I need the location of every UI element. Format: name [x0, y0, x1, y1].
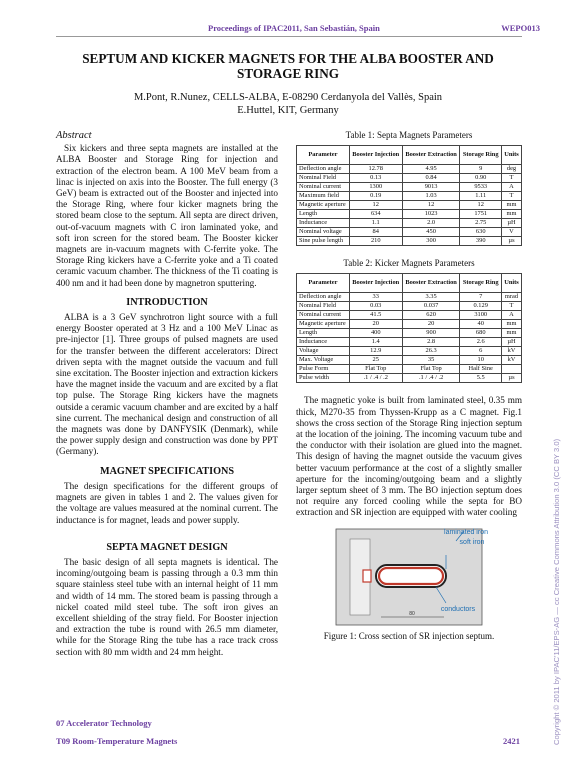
table-cell: Nominal Field — [297, 302, 350, 311]
table-header-cell: Units — [501, 274, 521, 293]
conference-name: Proceedings of IPAC2011, San Sebastián, Spain — [208, 23, 380, 33]
table-cell: 620 — [402, 311, 460, 320]
table-cell: 9013 — [402, 183, 460, 192]
table-cell: µH — [501, 219, 521, 228]
table-cell: Magnetic aperture — [297, 320, 350, 329]
specs-heading: MAGNET SPECIFICATIONS — [99, 465, 235, 477]
table-cell: 634 — [349, 210, 402, 219]
table-cell: 12.78 — [349, 165, 402, 174]
table-cell: mrad — [501, 293, 521, 302]
table-cell: Sine pulse length — [297, 237, 350, 246]
table-cell: 12 — [402, 201, 460, 210]
table-cell: 2.8 — [402, 338, 460, 347]
paper-title: SEPTUM AND KICKER MAGNETS FOR THE ALBA BOOSTER AND STORAGE RING — [82, 51, 494, 81]
table-cell: Nominal voltage — [297, 228, 350, 237]
table-cell: 900 — [402, 329, 460, 338]
table-cell: 35 — [402, 356, 460, 365]
table-cell: 400 — [349, 329, 402, 338]
table-cell: Nominal current — [297, 183, 350, 192]
table-row — [297, 192, 522, 201]
table-cell: Maximum field — [297, 192, 350, 201]
table-cell: Length — [297, 210, 350, 219]
table-row — [297, 237, 522, 246]
specs-text: The design specifications for the different groups of magnets are given in tables 1 and 2. The values given for the voltage are values measured at the nominal current. The inductance is for magnet, leads and power supply. — [56, 480, 278, 525]
table-cell: 0.03 — [349, 302, 402, 311]
table-cell: 20 — [349, 320, 402, 329]
abstract-text: Six kickers and three septa magnets are installed at the ALBA Booster and Storage Ring for injection and extraction of the electron beam. A 100 MeV beam from a linac is injected on axis into the Booster. The full energy (3 GeV) beam is extracted out of the Booster and injected into the Storage Ring, where four kicker magnets bring the stored beam close to the septum. All septa are direct driven, out-of-vacuum magnets with C iron laminated yoke, and soft iron screen for the stored beam. The Booster kicker magnets are in-vacuum magnets with C-ferrite yoke. The Storage Ring kickers have a C-ferrite yoke and a Ti coated ceramic vacuum chamber. The thickness of the Ti coating is 400 nm and it had been done by magnetron sputtering. — [56, 143, 278, 288]
table-cell: Half Sine — [460, 365, 502, 374]
table-cell: Flat Top — [349, 365, 402, 374]
table-cell: Pulse width — [297, 374, 350, 383]
table-header-cell: Booster Extraction — [402, 274, 460, 293]
table-cell: 9533 — [460, 183, 502, 192]
authors-line-2: E.Huttel, KIT, Germany — [237, 105, 339, 116]
table-cell: 1300 — [349, 183, 402, 192]
table-row — [297, 210, 522, 219]
table-cell: 3100 — [460, 311, 502, 320]
table1-header-row — [297, 146, 522, 165]
table-header-cell: Booster Extraction — [402, 146, 460, 165]
table-cell: 300 — [402, 237, 460, 246]
table-row — [297, 201, 522, 210]
septa-design-text: The basic design of all septa magnets is identical. The incoming/outgoing beam is passing through a 0.3 mm thin square stainless steel tube with an internal height of 11 mm and width of 14 mm. The stored beam is passing through a nickel coated mild steel tube. The soft iron gives an excellent shielding of the stray field. For Booster injection and extraction the tube is round with 26.5 mm diameter, while for the Storage Ring the tube has a race track cross section with 80 mm width and 24 mm height. — [56, 556, 278, 657]
table-cell: 40 — [460, 320, 502, 329]
conductor-loop — [379, 568, 443, 584]
table-cell: µH — [501, 338, 521, 347]
table-cell: 1.03 — [402, 192, 460, 201]
right-column — [296, 130, 522, 646]
table-row — [297, 347, 522, 356]
paper-code: WEPO013 — [501, 23, 540, 33]
table-cell: 5.5 — [460, 374, 502, 383]
septum-cross-section-figure — [296, 527, 522, 627]
table-cell: Inductance — [297, 219, 350, 228]
table-cell: A — [501, 311, 521, 320]
copyright-notice: Copyright © 2011 by IPAC'11/EPS-AG — cc Creative Commons Attribution 3.0 (CC BY 3.0) — [552, 438, 561, 745]
table-cell: 1.4 — [349, 338, 402, 347]
yoke-text: The magnetic yoke is built from laminated steel, 0.35 mm thick, M270-35 from Thyssen-Krupp as a C magnet. Fig.1 shows the cross section of the Storage Ring injection septum at the location of the joining. The incoming vacuum tube and the conductor with their isolation are glued into the magnet. This design of having the magnet outside the vacuum gives better vacuum performance at the cost of a slightly smaller aperture for the incoming/outgoing beam and a slightly larger septum sheet of 3 mm. The BO injection septum does not require any forced cooling while the septa for BO extraction and SR injection are equipped with water cooling — [296, 395, 522, 518]
table-cell: Pulse Form — [297, 365, 350, 374]
table-cell: 26.3 — [402, 347, 460, 356]
table-cell: 1751 — [460, 210, 502, 219]
table-cell: 0.129 — [460, 302, 502, 311]
table-row — [297, 302, 522, 311]
table-cell: T — [501, 174, 521, 183]
table2-body — [297, 293, 522, 383]
abstract-heading: Abstract — [56, 130, 92, 141]
table-row — [297, 365, 522, 374]
footer-track: 07 Accelerator Technology — [56, 718, 152, 728]
table-cell: Length — [297, 329, 350, 338]
table-cell: 1023 — [402, 210, 460, 219]
septa-parameters-table — [296, 145, 522, 246]
table-cell: 33 — [349, 293, 402, 302]
table-cell: 450 — [402, 228, 460, 237]
table-cell: Voltage — [297, 347, 350, 356]
label-conductors: conductors — [440, 605, 476, 613]
table-cell: µs — [501, 237, 521, 246]
table-cell: Max. Voltage — [297, 356, 350, 365]
table-cell: Inductance — [297, 338, 350, 347]
table-cell: kV — [501, 347, 521, 356]
table-cell: µs — [501, 374, 521, 383]
authors — [60, 91, 516, 117]
table-cell: Deflection angle — [297, 165, 350, 174]
table-row — [297, 293, 522, 302]
label-laminated-iron: laminated iron — [444, 528, 488, 536]
table-cell: 0.84 — [402, 174, 460, 183]
footer-subtrack: T09 Room-Temperature Magnets — [56, 736, 178, 746]
table-cell: kV — [501, 356, 521, 365]
table-cell: 6 — [460, 347, 502, 356]
table-cell: 0.90 — [460, 174, 502, 183]
table-cell: Flat Top — [402, 365, 460, 374]
kicker-parameters-table — [296, 273, 522, 383]
table-cell: 2.6 — [460, 338, 502, 347]
table-cell: mm — [501, 329, 521, 338]
table-cell: T — [501, 192, 521, 201]
table-row — [297, 356, 522, 365]
table-cell: 12 — [349, 201, 402, 210]
table-cell: A — [501, 183, 521, 192]
table2-caption: Table 2: Kicker Magnets Parameters — [343, 258, 475, 269]
table-cell: 390 — [460, 237, 502, 246]
table-cell: 3.35 — [402, 293, 460, 302]
table-cell: 9 — [460, 165, 502, 174]
intro-heading: INTRODUCTION — [126, 296, 208, 308]
table-row — [297, 338, 522, 347]
table-cell: T — [501, 302, 521, 311]
page-number: 2421 — [503, 736, 520, 746]
table-cell: mm — [501, 201, 521, 210]
table-cell: 2.0 — [402, 219, 460, 228]
table-cell: 10 — [460, 356, 502, 365]
table-cell: Nominal Field — [297, 174, 350, 183]
table-row — [297, 219, 522, 228]
table-cell: 12.9 — [349, 347, 402, 356]
septum-diagram — [296, 527, 522, 627]
table-cell: Deflection angle — [297, 293, 350, 302]
figure-caption: Figure 1: Cross section of SR injection septum. — [323, 630, 495, 641]
table-cell: 2.75 — [460, 219, 502, 228]
table-cell — [501, 365, 521, 374]
table-header-cell: Storage Ring — [460, 146, 502, 165]
table-row — [297, 320, 522, 329]
table-cell: 0.19 — [349, 192, 402, 201]
table-cell: mm — [501, 210, 521, 219]
table-cell: deg — [501, 165, 521, 174]
label-soft-iron: soft iron — [459, 538, 485, 546]
table-cell: 680 — [460, 329, 502, 338]
table-header-cell: Storage Ring — [460, 274, 502, 293]
table-cell: 210 — [349, 237, 402, 246]
table-row — [297, 174, 522, 183]
table-cell: 630 — [460, 228, 502, 237]
table-header-cell: Units — [501, 146, 521, 165]
table-header-cell: Parameter — [297, 146, 350, 165]
table-cell: mm — [501, 320, 521, 329]
table-row — [297, 228, 522, 237]
table-cell: 41.5 — [349, 311, 402, 320]
table-row — [297, 183, 522, 192]
table-cell: 84 — [349, 228, 402, 237]
table-row — [297, 329, 522, 338]
table-cell: .1 / .4 / .2 — [349, 374, 402, 383]
table-cell: V — [501, 228, 521, 237]
table-row — [297, 165, 522, 174]
table-cell: Magnetic aperture — [297, 201, 350, 210]
table1-caption: Table 1: Septa Magnets Parameters — [345, 130, 473, 140]
authors-line-1: M.Pont, R.Nunez, CELLS-ALBA, E-08290 Cerdanyola del Vallès, Spain — [133, 92, 443, 103]
table-row — [297, 374, 522, 383]
table-cell: Nominal current — [297, 311, 350, 320]
table-cell: 1.11 — [460, 192, 502, 201]
table-cell: 0.13 — [349, 174, 402, 183]
table-cell: 4.95 — [402, 165, 460, 174]
left-column — [56, 130, 278, 658]
table-cell: 7 — [460, 293, 502, 302]
dimension-label: 80 — [409, 610, 415, 617]
table-header-cell: Parameter — [297, 274, 350, 293]
table-row — [297, 311, 522, 320]
table-cell: 12 — [460, 201, 502, 210]
table-cell: 1.1 — [349, 219, 402, 228]
intro-text: ALBA is a 3 GeV synchrotron light source with a full energy Booster operated at 3 Hz and a 100 MeV Linac as pre-injector [1]. Three groups of pulsed magnets are used for the transfer between the different accelerators: Direct driven septa with the magnet outside the vacuum and full sine excitation. The Booster injection and extraction kickers have the magnet inside the vacuum and are excited by a flat top pulse. The Storage Ring kickers have the magnets outside a ceramic vacuum chamber and are excited by a half sine current. The mechanical design and construction of all the magnets was done by DANFYSIK (Denmark), while the power supply design and construction was done by PPT (Germany). — [56, 312, 278, 457]
conductor-block — [363, 570, 371, 582]
table-cell: 25 — [349, 356, 402, 365]
table-header-cell: Booster Injection — [349, 146, 402, 165]
header-rule — [56, 36, 522, 37]
table1-body — [297, 165, 522, 246]
table-cell: 20 — [402, 320, 460, 329]
table-cell: 0.037 — [402, 302, 460, 311]
septa-design-heading: SEPTA MAGNET DESIGN — [106, 541, 228, 553]
table-header-cell: Booster Injection — [349, 274, 402, 293]
table-cell: .1 / .4 / .2 — [402, 374, 460, 383]
table2-header-row — [297, 274, 522, 293]
